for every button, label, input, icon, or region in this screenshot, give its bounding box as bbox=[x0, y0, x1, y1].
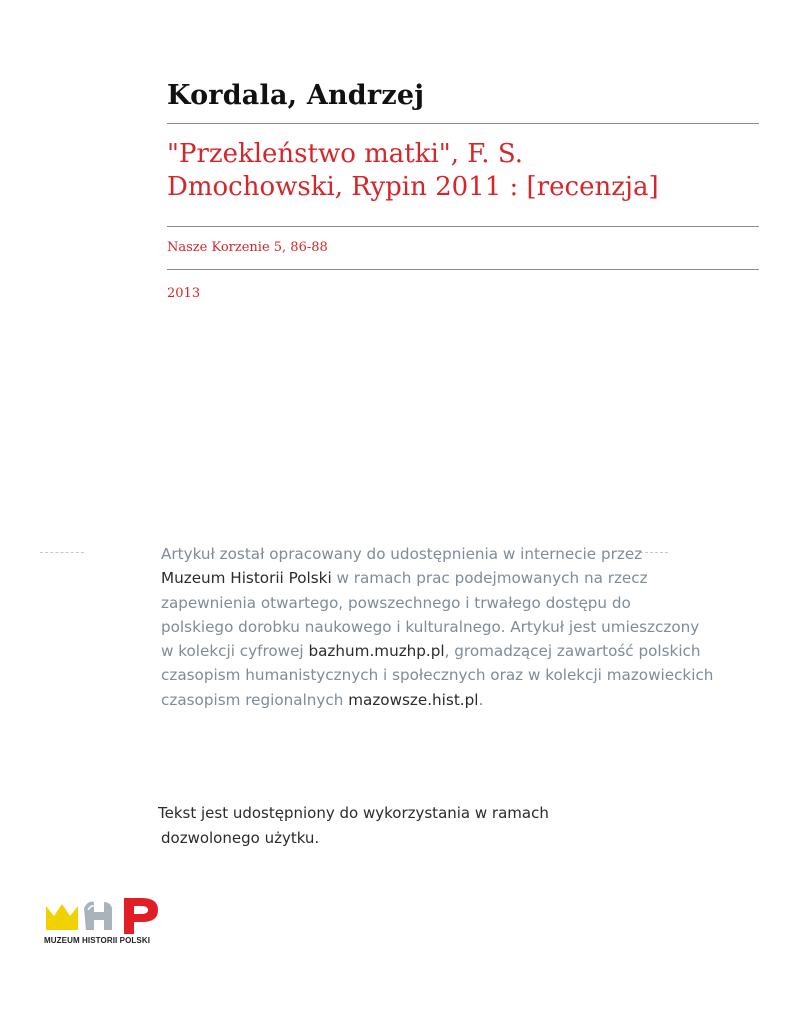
notice-text: w kolekcji cyfrowej bbox=[161, 642, 309, 661]
license-line: Tekst jest udostępniony do wykorzystania w ramach bbox=[158, 804, 549, 822]
notice-line: Artykuł został opracowany do udostępnienia w internecie przez bbox=[161, 545, 643, 563]
museum-logo bbox=[44, 896, 174, 952]
source-citation: Nasze Korzenie 5, 86-88 bbox=[167, 240, 328, 255]
notice-line: czasopism humanistycznych i społecznych oraz w kolekcji mazowieckich bbox=[161, 666, 714, 685]
author-name: Kordala, Andrzej bbox=[167, 80, 425, 111]
logo-caption: MUZEUM HISTORII POLSKI bbox=[44, 936, 151, 945]
article-title bbox=[167, 138, 757, 204]
bazhum-link[interactable]: bazhum.muzhp.pl bbox=[308, 642, 445, 661]
notice-line bbox=[161, 566, 721, 590]
publication-year: 2013 bbox=[167, 286, 201, 301]
notice-text: . bbox=[478, 690, 484, 709]
divider-line bbox=[167, 269, 759, 270]
mhp-logo-icon bbox=[44, 896, 168, 936]
logo-h-shape bbox=[84, 902, 112, 930]
digitization-notice bbox=[161, 542, 721, 712]
divider-line bbox=[167, 123, 759, 124]
logo-m-shape bbox=[46, 904, 78, 930]
logo-p-shape bbox=[124, 898, 158, 934]
license-statement bbox=[158, 801, 618, 851]
notice-line bbox=[161, 688, 721, 712]
notice-text: , gromadzącej zawartość polskich bbox=[444, 642, 701, 661]
article-title-line: "Przekleństwo matki", F. S. bbox=[167, 139, 523, 169]
notice-text: czasopism regionalnych bbox=[161, 690, 349, 709]
article-title-line: Dmochowski, Rypin 2011 : [recenzja] bbox=[167, 172, 659, 202]
decorative-dash bbox=[40, 552, 84, 553]
notice-line bbox=[161, 639, 721, 663]
institution-name: Muzeum Historii Polski bbox=[161, 569, 332, 588]
notice-line: zapewnienia otwartego, powszechnego i trwałego dostępu do bbox=[161, 593, 631, 612]
notice-text: w ramach prac podejmowanych na rzecz bbox=[331, 569, 648, 588]
license-line: dozwolonego użytku. bbox=[161, 829, 320, 847]
mazowsze-link[interactable]: mazowsze.hist.pl bbox=[348, 690, 479, 709]
divider-line bbox=[167, 226, 759, 227]
notice-line: polskiego dorobku naukowego i kulturalnego. Artykuł jest umieszczony bbox=[161, 617, 700, 636]
